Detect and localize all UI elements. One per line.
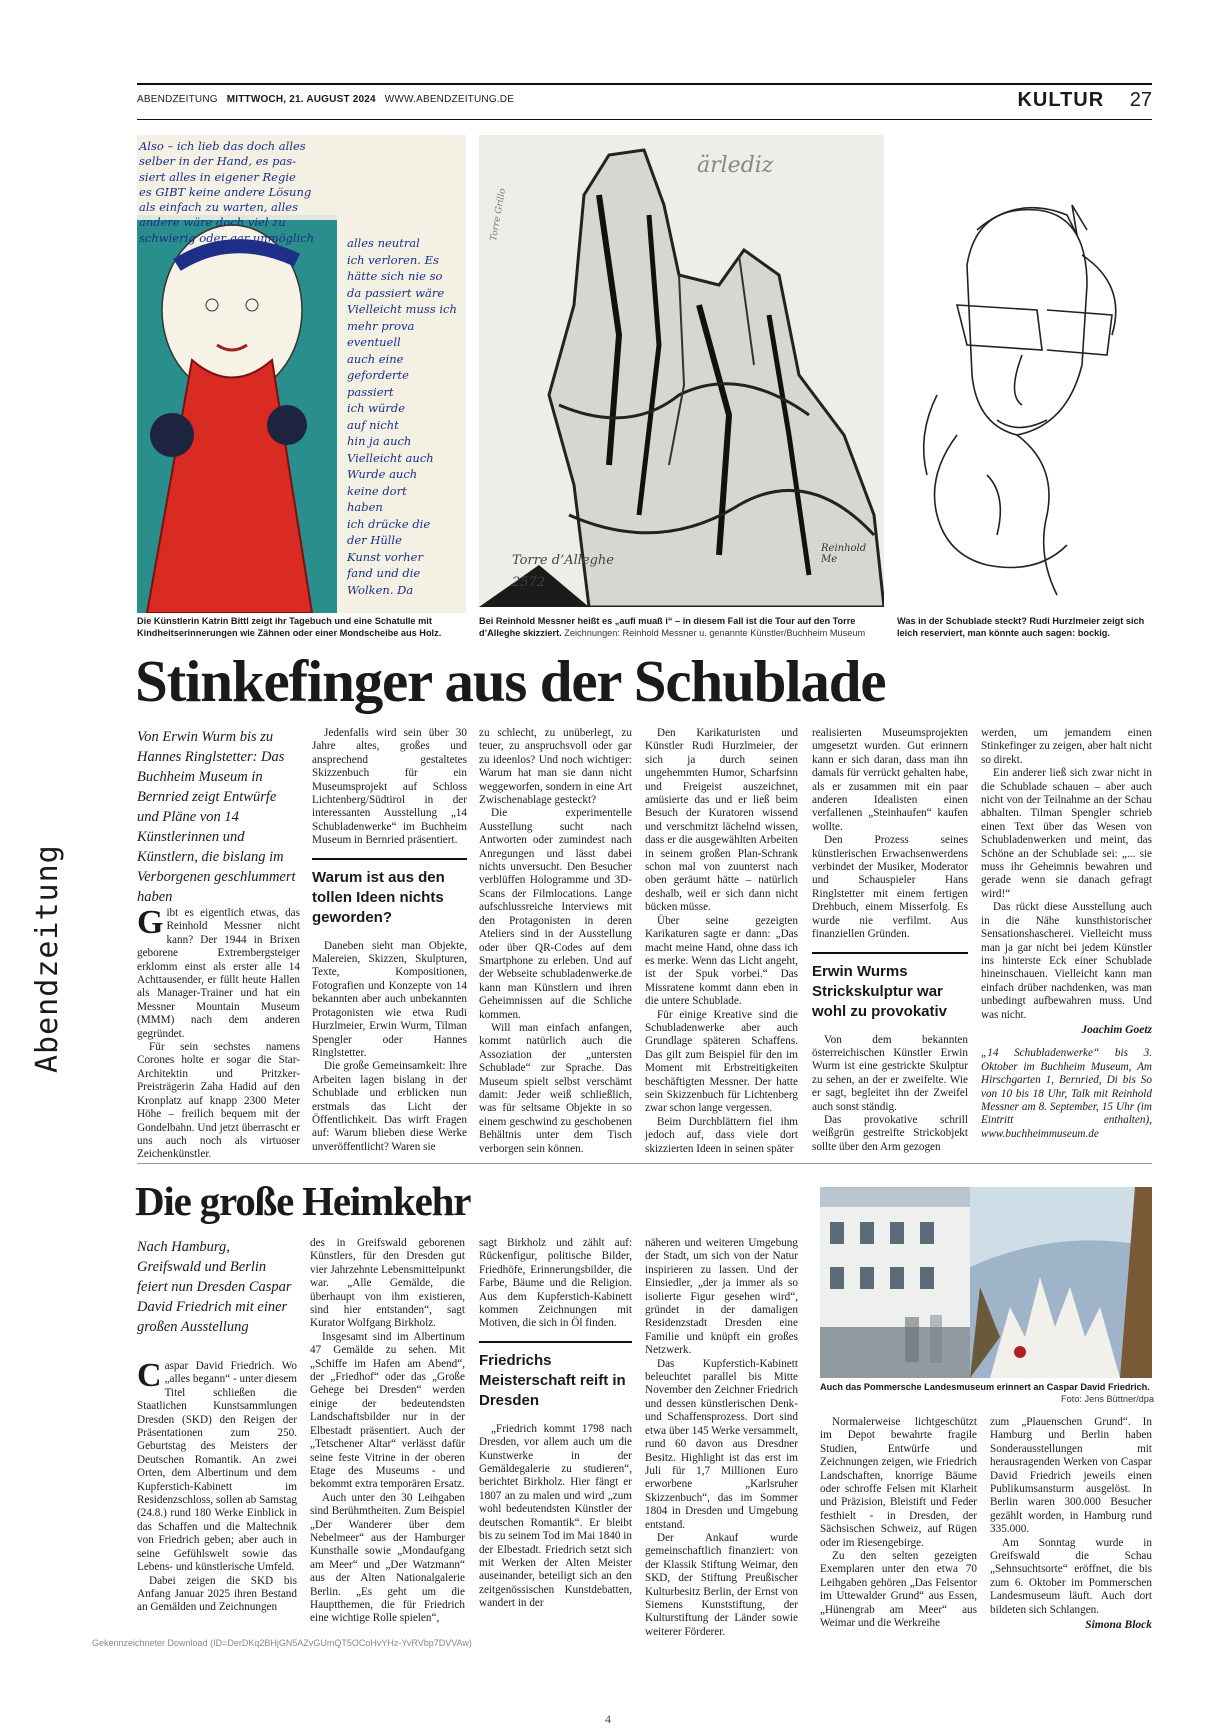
caption-diary: Die Künstlerin Katrin Bittl zeigt ihr Tagebuch und eine Schatulle mit Kindheitserinnerungen wie Zähnen oder einer Mondscheibe aus Holz. [137, 616, 442, 638]
article-divider [137, 1163, 1152, 1164]
photo-museum [820, 1187, 1152, 1378]
paper-url: WWW.ABENDZEITUNG.DE [384, 94, 515, 105]
paper-name: ABENDZEITUNG [137, 94, 218, 105]
museum-photo [820, 1187, 1152, 1378]
sketch-code: 2572 [512, 575, 546, 590]
article1-col6: werden, um jemandem einen Stinkefinger zu zeigen, aber halt nicht so direkt. Ein anderer ließ sich zwar nicht in die Schublade schauen – aber auch nicht von der Teilnahme an der Schau abhalten. Tilman Spengler schrieb einen Text über das Wesen von Schubladenwerken und meint, das Schöne an der Schublade sei: „... sie muss ihr Geheimnis bewahren und gerade wenn sie danach gefragt wird!“ Das rückt diese Ausstellung auch in die Nähe kunsthistorischer Sensationshascherei. Vielleicht muss man ja gar nicht bei jedem Künstler ins hinterste Eck einer Schublade hineinschauen. Vielleicht kann man einfach drüber nachdenken, was man unbedingt aufbewahren muss. Und was nicht. Joachim Goetz „14 Schubladenwerke“ bis 3. Oktober im Buchheim Museum, Am Hirschgarten 1, Bernried, Di bis So von 10 bis 18 Uhr, Talk mit Reinhold Messner am 8. September, 15 Uhr (im Eintritt enthalten), www.buchheimmuseum.de [981, 727, 1152, 1140]
article1-col1: Gibt es eigentlich etwas, das Reinhold Messner nicht kann? Der 1944 in Brixen geborene Extrembergsteiger erklomm einst als erster alle 14 Achttausender, er füllt heute Hallen als Manager-Trainer und hat ein Messner Mountain Museum (MMM) nach dem anderen gegründet. Für sein sechstes namens Corones holte er sogar die Star-Architektin und Pritzker-Preisträgerin Zaha Hadid auf den Kronplatz auf knapp 2300 Meter Höhe – freilich bequem mit der Gondelbahn. Und jetzt überrascht er uns auch noch als virtuoser Zeichenkünstler. [137, 904, 300, 1161]
sketch-title: ärlediz [697, 153, 774, 178]
photo-diary [137, 135, 466, 613]
article1-col5: realisierten Museumsprojekten umgesetzt wurden. Gut erinnern kann er sich daran, dass man ihn damals für verrückt gehalten habe, als er zusammen mit ein paar anderen Idealisten einen verfallenen „Steinhaufen“ kaufen wollte. Den Prozess seines künstlerischen Erwachsenwerdens verbindet der Musiker, Moderator und Schauspieler Hans Ringlstetter mit einem fertigen Drehbuch, einem Misserfolg. Es wurde nie verfilmt. Aus finanziellen Gründen. Erwin Wurms Strickskulptur war wohl zu provokativ Von dem bekannten österreichischen Künstler Erwin Wurm ist eine gestrickte Skulptur zu sehen, an der er zweifelte. Wie er sagt, begleitet ihn der Zweifel auch sonst ständig. Das provokative schrill weißgrün gestreifte Strickobjekt sollte über den Arm gezogen [812, 727, 968, 1153]
article2-author: Simona Block [1085, 1619, 1152, 1632]
article2-col5: Normalerweise lichtgeschützt im Depot bewahrte fragile Studien, Entwürfe und Zeichnungen zeigen, wie Friedrich Landschaften, knorrige Bäume oder schroffe Felsen mit Klarheit und Präzision, Bleistift und Feder festhielt - in Dresden, der Sächsischen Schweiz, auf Rügen oder im Riesengebirge. Zu den selten gezeigten Exemplaren unter den etwa 70 Leihgaben gehören „Das Felsentor im Uttewalder Grund“ aus Essen, „Hünengrab am Meer“ aus Weimar und die Werkreihe [820, 1416, 977, 1630]
side-logo: Abendzeitung [30, 844, 65, 1073]
page-number-bottom: 4 [605, 1712, 611, 1726]
issue-date: MITTWOCH, 21. AUGUST 2024 [226, 94, 376, 105]
article1-headline: Stinkefinger aus der Schublade [135, 648, 886, 714]
dropcap-c: C [137, 1357, 162, 1394]
photo-face-sketch [897, 135, 1152, 607]
article1-subhead1: Warum ist aus den tollen Ideen nichts geworden? [312, 858, 467, 928]
dropcap-g: G [137, 904, 164, 941]
article2-subhead1: Friedrichs Meisterschaft reift in Dresden [479, 1341, 632, 1411]
mountain-sketch [479, 135, 884, 607]
section-name: KULTUR [1017, 89, 1105, 111]
caption-mountain: Bei Reinhold Messner heißt es „aufi muaß i“ – in diesem Fall ist die Tour auf den Torre d’Alleghe skizziert. Zeichnungen: Reinhold Messner u. genannte Künstler/Buchheim Museum [479, 616, 866, 638]
face-sketch [897, 135, 1152, 607]
article1-col2: Jedenfalls wird sein über 30 Jahre altes, großes und ansprechend gestaltetes Skizzenbuch für ein Museumsprojekt auf Schloss Lichtenberg/Südtirol in der interessanten Ausstellung „14 Schubladenwerke“ im Buchheim Museum in Bernried präsentiert. Warum ist aus den tollen Ideen nichts geworden? Daneben sieht man Objekte, Malereien, Skizzen, Skulpturen, Texte, Kompositionen, Fotografien und Konzepte von 14 bekannten aber auch unbekannten Protagonisten wie etwa Rudi Hurzlmeier, Erwin Wurm, Tilman Spengler oder Hannes Ringlstetter. Die große Gemeinsamkeit: Ihre Arbeiten lagen bislang in der Schublade und erblicken nun erstmals das Licht der Öffentlichkeit. Das wirft Fragen auf: Warum blieben diese Werke unveröffentlicht? Waren sie [312, 727, 467, 1153]
caption-museum-credit: Foto: Jens Büttner/dpa [1061, 1393, 1154, 1404]
article1-author: Joachim Goetz [1081, 1023, 1152, 1036]
diary-handwriting: Also – ich lieb das doch alles selber in der Hand, es pas- siert alles in eigener Regie es GIBT keine andere Lösung als einfach zu warten, alles andere wäre doch viel zu schwierig oder gar unmöglich [139, 139, 315, 245]
photo-mountain-sketch [479, 135, 884, 607]
article2-lead: Nach Hamburg, Greifswald und Berlin feiert nun Dresden Caspar David Friedrich mit einer großen Ausstellung [137, 1239, 292, 1335]
sketch-signature: Reinhold Me [821, 543, 867, 565]
sketch-side: Torre Grillo [489, 187, 509, 242]
page-header [137, 83, 1152, 120]
caption-mountain-credit: Zeichnungen: Reinhold Messner u. genannte Künstler/Buchheim Museum [564, 627, 866, 638]
article2-col6: zum „Plauenschen Grund“. In Hamburg und Berlin haben Sonderausstellungen mit herausragenden Werken von Caspar David Friedrich jeweils einen Publikumsansturm ausgelöst. In Berlin waren 300.000 Besucher gezählt worden, in Hamburg rund 335.000. Am Sonntag wurde in Greifswald die Schau „Sehnsuchtsorte“ eröffnet, die bis zum 6. Oktober im Pommerschen Landesmuseum läuft. Auch dort bildeten sich Schlangen. Simona Block [990, 1416, 1152, 1632]
article2-col3: sagt Birkholz und zählt auf: Rückenfigur, politische Bilder, Friedhöfe, Erinnerungsbilder, die Farbe, Bäume und die Religion. Aus dem Kupferstich-Kabinett kommen Zeichnungen mit Motiven, die sich in Öl finden. Friedrichs Meisterschaft reift in Dresden „Friedrich kommt 1798 nach Dresden, vor allem auch um die Kunstwerke in der Gemäldegalerie zu studieren“, berichtet Birkholz. Hier fängt er 1807 an zu malen und wird „zum wohl bedeutendsten Künstler der deutschen Romantik“. Er bleibt bis zu seinem Tod im Mai 1840 in der Elbestadt. Friedrich setzt sich mit Werken der Alten Meister auseinander, beteiligt sich an den zeitgenössischen Kunstdebatten, wandert in der [479, 1237, 632, 1610]
article2-col2: des in Greifswald geborenen Künstlers, für den Dresden gut vier Jahrzehnte Lebensmittelpunkt war. „Alle Gemälde, die überhaupt von ihm existieren, sind hier entstanden“, sagt Kurator Wolfgang Birkholz. Insgesamt sind im Albertinum 47 Gemälde zu sehen. Mit „Schiffe im Hafen am Abend“, der „Friedhof“ oder das „Große Gehege bei Dresden“ werden einige der bedeutendsten Landschaftsbilder nur in der Elbestadt präsentiert. Auch der „Tetschener Altar“ verlässt dafür seine feste Vitrine in der oberen Etage des Museums - und bekommt extra temporären Ersatz. Auch unter den 30 Leihgaben sind Berühmtheiten. Zum Beispiel „Der Wanderer über dem Nebelmeer“ aus der Hamburger Kunsthalle sowie „Mondaufgang am Meer“ und „Der Watzmann“ aus der Alten Nationalgalerie Berlin. „Es geht um die Hauptthemen, die für Friedrich eine wichtige Rolle spielen“, [310, 1237, 465, 1625]
download-footer: Gekennzeichneter Download (ID=DerDKq2BHjGN5AZvGUmQT5OCoHvYHz-YvRVbp7DVVAw) [92, 1638, 472, 1648]
article1-col3: zu schlecht, zu unüberlegt, zu teuer, zu anspruchsvoll oder gar zu ideenlos? Und noch wichtiger: Warum hat man sie dann nicht weggeworfen, sondern in eine Art Zwischenablage gesteckt? Die experimentelle Ausstellung sucht nach Antworten oder zumindest nach Anregungen und lässt dabei nichts unversucht. Den Besucher verblüffen Hologramme und 3D-Scans der Filmlocations. Lange aufschlussreiche Interviews mit den Protagonisten in deren Ateliers sind in der Ausstellung oder über QR-Codes auf dem Smartphone zu erleben. Und auf der Webseite schubladenwerke.de kann man Künstlern und ihren Geheimnissen auf die Schliche kommen. Will man einfach anfangen, kommt natürlich auch die Assoziation der „untersten Schublade“ zur Sprache. Das Museum spielt selbst verschämt damit: Jeder weiß schließlich, was für seltsame Objekte in so einem geschwind zu geschobenen Behältnis unter dem Tisch verborgen sein können. [479, 727, 632, 1155]
article1-col4: Den Karikaturisten und Künstler Rudi Hurzlmeier, der sich ja durch seinen ungehemmten Humor, Scharfsinn und Freigeist auszeichnet, amüsierte das und er ließ beim Besuch der Kuratoren wissend und verschmitzt lächelnd wissen, dass er die ausgewählten Arbeiten in seinem großen Plan-Schrank schon mal von zuunterst nach oben geräumt hätte – natürlich deshalb, weil er sich dann nicht bücken müsse. Über seine gezeigten Karikaturen sagte er dann: „Das macht meine Hand, ohne dass ich es merke. Wenn das Licht angeht, ist der Spuk vorbei.“ Das Missratene kommt dann eben in die untere Schublade. Für einige Kreative sind die Schubladenwerke aber auch Grundlage späteren Schaffens. Das gilt zum Beispiel für den im Moment mit Erbstreitigkeiten beschäftigten Messner. Der hatte sein Skizzenbuch für Lichtenberg zwar schon lange vergessen. Beim Durchblättern fiel ihm jedoch auf, dass viele dort skizzierten Ideen in seinen später [645, 727, 798, 1155]
diary-handwriting-right: alles neutral ich verloren. Es hätte sich nie so da passiert wäre Vielleicht muss ich mehr prova eventuell auch eine geforderte passiert ich würde auf nicht hin ja auch Vielleicht auch Wurde auch keine dort haben ich drücke die der Hülle Kunst vorher fand und die Wolken. Da [347, 236, 457, 597]
header-left [137, 94, 514, 105]
article2-col1: Caspar David Friedrich. Wo „alles begann“ - unter diesem Titel schließen die Staatlichen Kunstsammlungen Dresden (SKD) den Reigen der Präsentationen zum 250. Geburtstag des Meisters der Deutschen Romantik. An zwei Orten, dem Albertinum und dem Kupferstich-Kabinett im Residenzschloss, sollen ab Samstag (24.8.) rund 180 Werke Einblick in das Schaffen und die Maltechnik von Friedrich geben; aber auch in seine Gefühlswelt sowie das Lebens- und künstlerische Umfeld. Dabei zeigen die SKD bis Anfang Januar 2025 ihren Bestand an Gemälden und Zeichnungen [137, 1357, 297, 1614]
article2-col4: näheren und weiteren Umgebung der Stadt, um sich von der Natur inspirieren zu lassen. Und der Einsiedler, „der ja immer als so isolierte Figur gesehen wird“, gründet in der damaligen Residenzstadt Dresden eine Familie und knüpft ein großes Netzwerk. Das Kupferstich-Kabinett beleuchtet parallel bis Mitte November den Zeichner Friedrich und dessen künstlerischen Denk- und Schaffensprozess. Dort sind etwa über 145 Werke versammelt, rund 60 davon aus Dresdner Besitz. Highlight ist das erst im Juli für 1,7 Millionen Euro erworbene „Karlsruher Skizzenbuch“, das im Sommer 1804 in Dresden und Umgebung entstand. Der Ankauf wurde gemeinschaftlich finanziert: von der Klassik Stiftung Weimar, den SKD, der Stiftung Preußischer Kulturbesitz Berlin, der Ernst von Siemens Kunststiftung, der Kulturstiftung der Länder sowie weiterer Förderer. [645, 1237, 798, 1638]
article1-info: „14 Schubladenwerke“ bis 3. Oktober im Buchheim Museum, Am Hirschgarten 1, Bernried, Di bis So von 10 bis 18 Uhr, Talk mit Reinhold Messner am 8. September, 15 Uhr (im Eintritt enthalten), www.buchheimmuseum.de [981, 1047, 1152, 1140]
header-right [1017, 89, 1152, 112]
sketch-label: Torre d’Alleghe [512, 553, 614, 568]
article2-headline: Die große Heimkehr [135, 1178, 471, 1224]
article1-subhead2: Erwin Wurms Strickskulptur war wohl zu provokativ [812, 952, 968, 1022]
caption-face: Was in der Schublade steckt? Rudi Hurzlmeier zeigt sich leich reserviert, man könnte auch sagen: bockig. [897, 616, 1145, 638]
article1-lead: Von Erwin Wurm bis zu Hannes Ringlstetter: Das Buchheim Museum in Bernried zeigt Entwürfe und Pläne von 14 Künstlerinnen und Künstlern, die bislang im Verborgenen geschlummert haben [137, 729, 296, 905]
caption-museum: Auch das Pommersche Landesmuseum erinnert an Caspar David Friedrich. Foto: Jens Büttner/dpa [820, 1382, 1154, 1404]
page-number-top: 27 [1129, 89, 1152, 111]
